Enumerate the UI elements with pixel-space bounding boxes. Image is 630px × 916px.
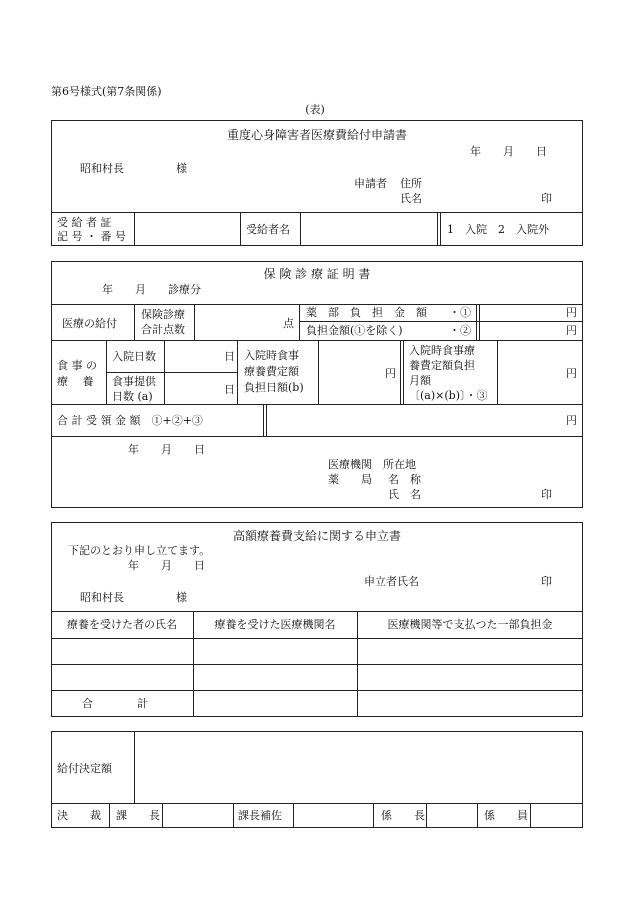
- seal-mark: 印: [541, 488, 552, 501]
- application-date: 年 月 日: [470, 145, 547, 158]
- deputy-label: 課長補佐: [238, 809, 282, 822]
- divider: [51, 436, 583, 437]
- recipient-cert-label: 受 給 者 証: [57, 216, 112, 229]
- inpatient-option[interactable]: 1 入院 2 入院外: [447, 223, 549, 236]
- certificate-date: 年 月 日: [128, 443, 205, 456]
- claim-statement: 下記のとおり申し立てます。: [68, 544, 211, 557]
- divider: [400, 340, 401, 404]
- seal-mark: 印: [541, 192, 552, 205]
- admission-days-label: 入院日数: [112, 350, 156, 363]
- divider: [134, 212, 135, 246]
- application-title: 重度心身障害者医療費給付申請書: [226, 128, 407, 142]
- divider: [162, 803, 163, 828]
- divider: [51, 638, 583, 639]
- divider: [479, 304, 480, 340]
- month-line: 年 月 診療分: [102, 283, 201, 296]
- divider: [106, 340, 107, 404]
- divider: [437, 212, 438, 246]
- col-institution-name: 療養を受けた医療機関名: [214, 618, 336, 631]
- divider: [293, 803, 294, 828]
- pharmacy-label: 薬 局: [328, 473, 372, 486]
- divider: [426, 803, 427, 828]
- meal-days-label: 食事提供: [112, 375, 156, 388]
- addressee: 昭和村長: [80, 162, 124, 175]
- col-partial-payment: 医療機関等で支払つた一部負担金: [387, 618, 553, 631]
- divider: [373, 803, 374, 828]
- divider: [299, 321, 583, 322]
- divider: [51, 304, 583, 305]
- chief-label: 課 長: [116, 809, 160, 822]
- benefit-label: 医療の給付: [62, 317, 117, 330]
- drug-burden-label: 薬 部 負 担 金 額: [306, 306, 427, 319]
- day-unit: 日: [224, 383, 235, 396]
- divider: [51, 803, 583, 804]
- institution-address-label: 医療機関 所在地: [328, 458, 416, 471]
- meal-fee-total-label-2: 養費定額負担: [409, 359, 475, 372]
- burden-label: 負担金額(①を除く): [306, 324, 403, 337]
- col-patient-name: 療養を受けた者の氏名: [67, 618, 177, 631]
- divider: [240, 212, 241, 246]
- meal-label-2: 療 養: [57, 375, 94, 388]
- meal-fee-total-label-4: 〔(a)×(b)〕・③: [409, 389, 488, 402]
- recipient-name-label: 受給者名: [246, 223, 290, 236]
- seal-mark: 印: [541, 575, 552, 588]
- points-label: 保険診療: [141, 308, 185, 321]
- staff-head-label: 係 長: [381, 809, 425, 822]
- divider: [51, 664, 583, 665]
- yen-unit: 円: [566, 324, 577, 337]
- points-label-2: 合計点数: [141, 323, 185, 336]
- divider: [164, 340, 165, 404]
- divider: [266, 404, 267, 436]
- meal-label: 食 事 の: [57, 359, 97, 372]
- divider: [51, 404, 583, 405]
- claim-total-label: 合 計: [82, 697, 148, 710]
- divider: [263, 404, 264, 436]
- divider: [109, 803, 110, 828]
- divider: [299, 304, 300, 340]
- yen-unit: 円: [385, 367, 396, 380]
- meal-days-label-2: 日数 (a): [112, 390, 153, 403]
- divider: [530, 803, 531, 828]
- yen-unit: 円: [566, 367, 577, 380]
- divider: [497, 340, 498, 404]
- meal-fee-label-2: 療養費定額: [244, 365, 299, 378]
- front-label: (表): [305, 103, 325, 116]
- meal-fee-label: 入院時食事: [244, 349, 299, 362]
- institution-name-label: 名 称: [388, 473, 421, 486]
- approval-label: 決 裁: [57, 809, 101, 822]
- divider: [51, 611, 583, 612]
- divider: [106, 372, 237, 373]
- divider: [476, 304, 477, 340]
- decision-amount-label: 給付決定額: [57, 762, 112, 775]
- divider: [134, 304, 135, 340]
- total-received-label: 合 計 受 領 金 額 ①+②+③: [57, 414, 203, 427]
- addressee: 昭和村長: [80, 591, 124, 604]
- divider: [477, 803, 478, 828]
- divider: [51, 212, 583, 213]
- divider: [51, 340, 583, 341]
- staff-label: 係 員: [484, 809, 528, 822]
- sama-label: 様: [176, 591, 187, 604]
- yen-unit: 円: [566, 306, 577, 319]
- drug-burden-mark: ・①: [449, 306, 471, 319]
- applicant-label: 申請者: [354, 177, 387, 190]
- day-unit: 日: [224, 350, 235, 363]
- sama-label: 様: [176, 162, 187, 175]
- form-number: 第6号様式(第7条関係): [51, 85, 162, 98]
- claimant-name-label: 申立者氏名: [364, 575, 419, 588]
- divider: [440, 212, 441, 246]
- claim-title: 高額療養費支給に関する申立書: [232, 529, 401, 543]
- recipient-cert-label-2: 記 号 ・ 番 号: [57, 230, 126, 243]
- meal-fee-label-3: 負担日額(b): [244, 381, 304, 394]
- institution-person-label: 氏 名: [388, 488, 421, 501]
- claim-date: 年 月 日: [128, 559, 205, 572]
- divider: [134, 731, 135, 803]
- yen-unit: 円: [566, 414, 577, 427]
- address-label: 住所: [400, 177, 422, 190]
- divider: [233, 803, 234, 828]
- divider: [403, 340, 404, 404]
- burden-mark: ・②: [449, 324, 471, 337]
- meal-fee-total-label-3: 月額: [409, 374, 431, 387]
- points-unit: 点: [283, 317, 294, 330]
- divider: [318, 340, 319, 404]
- divider: [300, 212, 301, 246]
- certificate-title: 保 険 診 療 証 明 書: [263, 267, 371, 281]
- divider: [194, 304, 195, 340]
- divider: [237, 340, 238, 404]
- divider: [51, 690, 583, 691]
- meal-fee-total-label: 入院時食事療: [409, 344, 475, 357]
- name-label: 氏名: [400, 192, 422, 205]
